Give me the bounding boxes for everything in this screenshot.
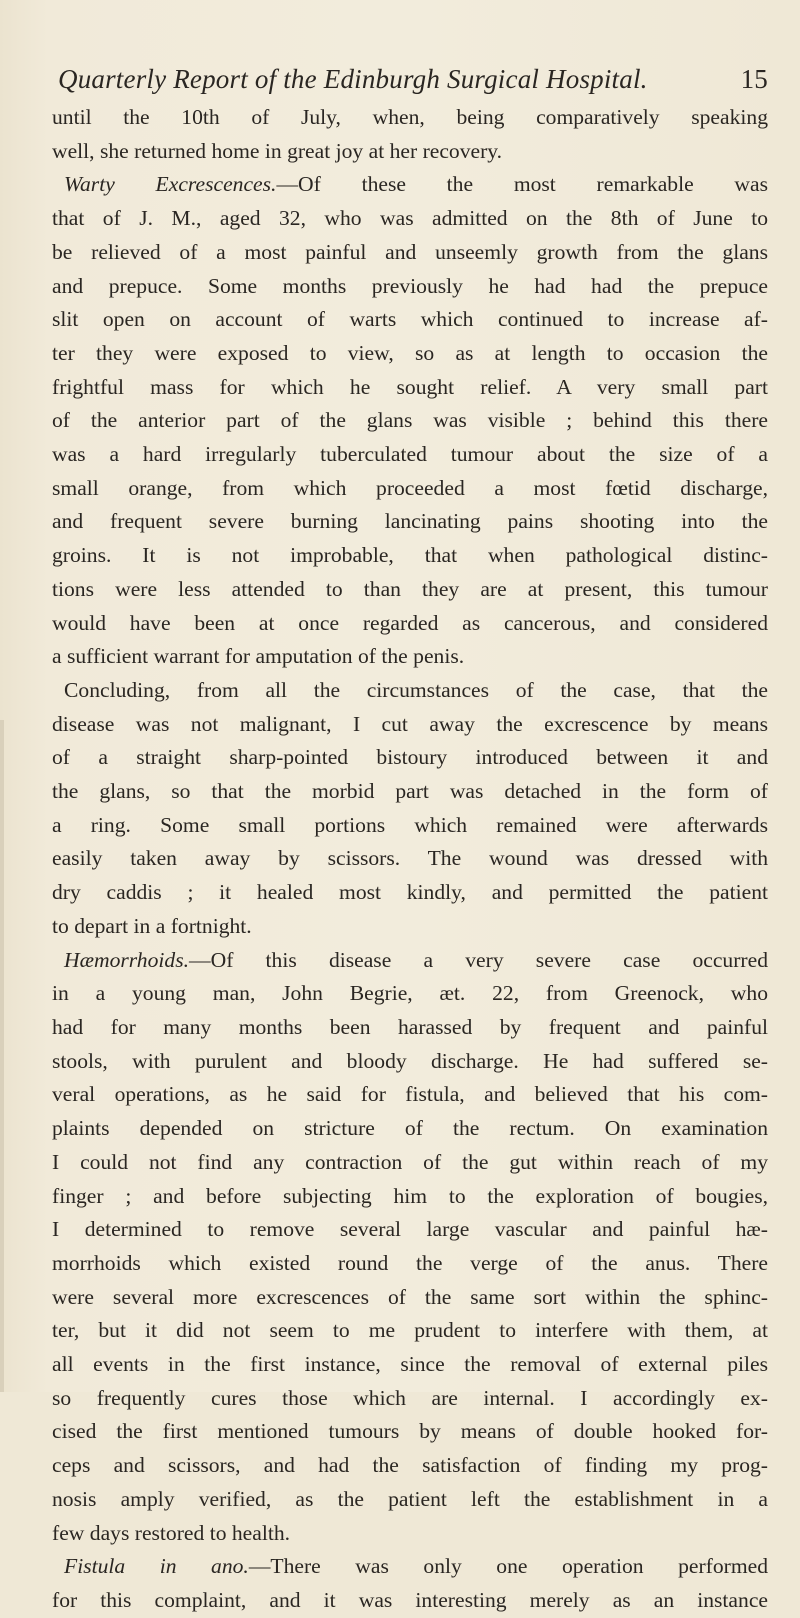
text-line — [52, 1078, 768, 1112]
text-line — [52, 1348, 768, 1382]
line-text: ter they were exposed to view, so as at length to occasion the — [52, 340, 768, 365]
line-text: were several more excrescences of the same sort within the sphinc- — [52, 1284, 768, 1309]
text-line — [52, 674, 768, 708]
text-line — [52, 1045, 768, 1079]
line-text: until the 10th of July, when, being comparatively speaking — [52, 105, 768, 129]
line-text: tions were less attended to than they are at present, this tumour — [52, 576, 768, 601]
line-text: small orange, from which proceeded a most fœtid discharge, — [52, 475, 768, 500]
text-line — [52, 607, 768, 641]
line-text: plaints depended on stricture of the rectum. On examination — [52, 1116, 768, 1141]
line-text: in a young man, John Begrie, æt. 22, from Greenock, who — [52, 981, 768, 1006]
text-line — [52, 1449, 768, 1483]
text-line — [52, 1247, 768, 1281]
line-text: of the anterior part of the glans was visible ; behind this there — [52, 408, 768, 433]
section-heading-line — [52, 168, 768, 202]
text-line — [52, 741, 768, 775]
text-line — [52, 101, 768, 135]
text-line — [52, 135, 768, 169]
line-text: well, she returned home in great joy at her recovery. — [52, 138, 503, 163]
line-text: ceps and scissors, and had the satisfaction of finding my prog- — [52, 1453, 768, 1478]
text-line — [52, 404, 768, 438]
line-text: be relieved of a most painful and unseemly growth from the glans — [52, 239, 768, 264]
page-number: 15 — [740, 64, 768, 94]
text-line — [52, 337, 768, 371]
text-line — [52, 1281, 768, 1315]
line-text: few days restored to health. — [52, 1520, 291, 1545]
line-text: for this complaint, and it was interesting merely as an instance — [52, 1587, 768, 1612]
text-line — [52, 775, 768, 809]
line-text: I could not find any contraction of the gut within reach of my — [52, 1149, 768, 1174]
text-line — [52, 640, 768, 674]
text-line — [52, 472, 768, 506]
line-text: and frequent severe burning lancinating pains shooting into the — [52, 509, 768, 534]
line-text: dry caddis ; it healed most kindly, and permitted the patient — [52, 880, 768, 905]
line-text: —Of these the most remarkable was — [276, 172, 769, 197]
text-line — [52, 876, 768, 910]
text-line — [52, 539, 768, 573]
running-header — [58, 64, 768, 95]
text-line — [52, 303, 768, 337]
body-text — [52, 101, 768, 1618]
line-text: —There was only one operation performed — [248, 1554, 768, 1579]
text-line — [52, 809, 768, 843]
line-text: to depart in a fortnight. — [52, 913, 252, 938]
text-line — [52, 371, 768, 405]
line-text: had for many months been harassed by frequent and painful — [52, 1014, 768, 1039]
line-text: that of J. M., aged 32, who was admitted on the 8th of June to — [52, 206, 768, 231]
text-line — [52, 1180, 768, 1214]
line-text: ter, but it did not seem to me prudent to interfere with them, at — [52, 1318, 768, 1343]
section-heading: Fistula in ano. — [64, 1554, 249, 1579]
text-line — [52, 1415, 768, 1449]
text-line — [52, 1213, 768, 1247]
section-heading: Hæmorrhoids. — [64, 947, 189, 972]
line-text: morrhoids which existed round the verge of the anus. There — [52, 1250, 768, 1275]
text-line — [52, 1483, 768, 1517]
line-text: easily taken away by scissors. The wound was dressed with — [52, 846, 768, 871]
line-text: nosis amply verified, as the patient left the establishment in a — [52, 1486, 768, 1511]
line-text: a ring. Some small portions which remained were afterwards — [52, 812, 768, 837]
line-text: of a straight sharp-pointed bistoury introduced between it and — [52, 745, 768, 770]
text-line — [52, 438, 768, 472]
text-line — [52, 1112, 768, 1146]
text-line — [52, 202, 768, 236]
text-line — [52, 708, 768, 742]
line-text: finger ; and before subjecting him to the exploration of bougies, — [52, 1183, 768, 1208]
line-text: so frequently cures those which are internal. I accordingly ex- — [52, 1385, 768, 1410]
line-text: I determined to remove several large vascular and painful hæ- — [52, 1217, 768, 1242]
text-line — [52, 1146, 768, 1180]
line-text: disease was not malignant, I cut away the excrescence by means — [52, 711, 768, 736]
line-text: —Of this disease a very severe case occurred — [189, 947, 768, 972]
text-line — [52, 573, 768, 607]
text-line — [52, 1517, 768, 1551]
section-heading-line — [52, 944, 768, 978]
line-text: slit open on account of warts which continued to increase af- — [52, 307, 768, 332]
line-text: a sufficient warrant for amputation of the penis. — [52, 644, 465, 669]
text-line — [52, 977, 768, 1011]
text-line — [52, 910, 768, 944]
section-heading: Warty Excrescences. — [64, 172, 277, 197]
text-line — [52, 505, 768, 539]
line-text: groins. It is not improbable, that when pathological distinc- — [52, 543, 768, 568]
text-line — [52, 236, 768, 270]
text-line — [52, 1382, 768, 1416]
running-title: Quarterly Report of the Edinburgh Surgical Hospital. — [58, 64, 648, 94]
line-text: veral operations, as he said for fistula, and believed that his com- — [52, 1082, 768, 1107]
line-text: stools, with purulent and bloody discharge. He had suffered se- — [52, 1048, 768, 1073]
text-line — [52, 842, 768, 876]
text-line — [52, 1314, 768, 1348]
line-text: cised the first mentioned tumours by means of double hooked for- — [52, 1419, 768, 1444]
line-text: frightful mass for which he sought relief. A very small part — [52, 374, 768, 399]
line-text: would have been at once regarded as cancerous, and considered — [52, 610, 768, 635]
section-heading-line — [52, 1550, 768, 1584]
text-line — [52, 1011, 768, 1045]
line-text: the glans, so that the morbid part was detached in the form of — [52, 779, 768, 804]
text-line — [52, 270, 768, 304]
line-text: all events in the first instance, since the removal of external piles — [52, 1352, 768, 1377]
line-text: Concluding, from all the circumstances of the case, that the — [64, 677, 768, 702]
line-text: and prepuce. Some months previously he had had the prepuce — [52, 273, 768, 298]
line-text: was a hard irregularly tuberculated tumour about the size of a — [52, 442, 768, 467]
page-edge-shadow — [0, 720, 4, 1392]
text-line — [52, 1584, 768, 1618]
